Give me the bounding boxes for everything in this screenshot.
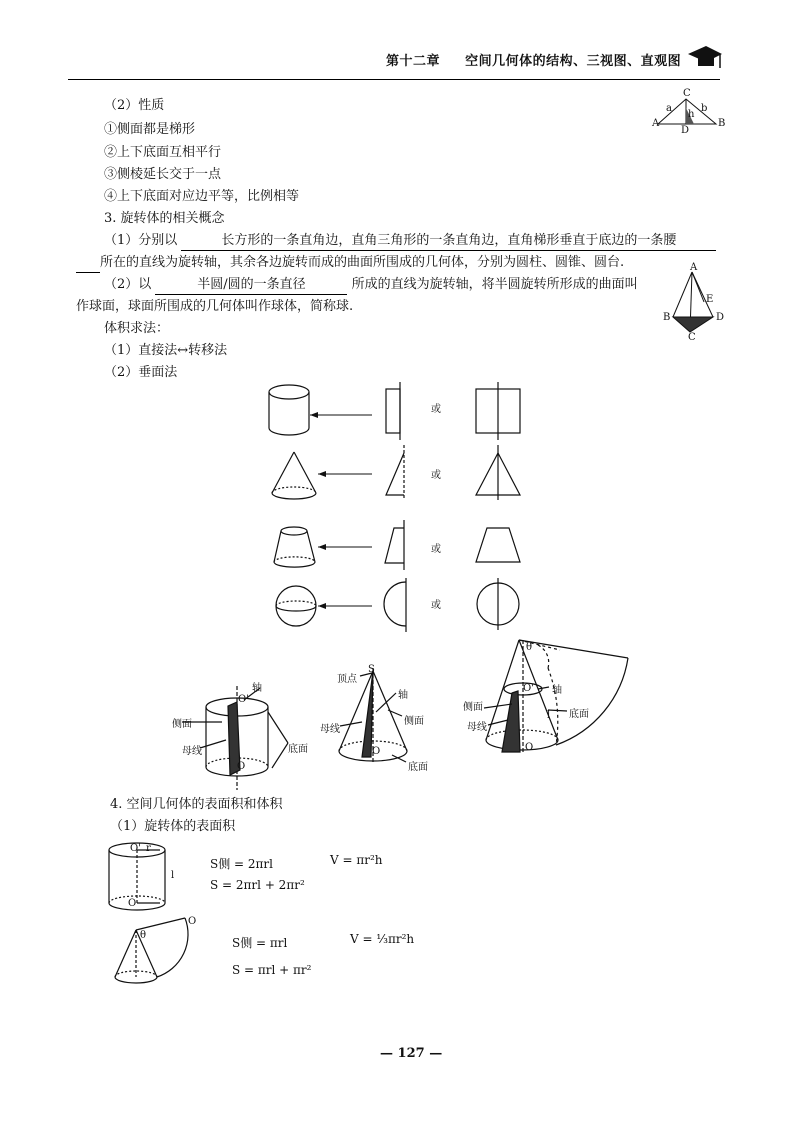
rot2-prefix: （2）以 [104, 277, 152, 292]
volume-method-1: （1）直接法↔转移法 [104, 343, 228, 358]
label-O: O [128, 898, 137, 909]
point-label-D: D [681, 125, 690, 136]
formula-cone-total: S = πrl + πr² [232, 963, 312, 977]
label-lateral: 侧面 [172, 719, 192, 730]
label-O: O [237, 761, 246, 772]
label-lateral: 侧面 [404, 716, 424, 727]
label-generatrix: 母线 [467, 722, 487, 733]
side-label-a: a [666, 103, 672, 114]
point-label-C: C [683, 88, 691, 99]
formula-cone-lateral: S侧 = πrl [232, 936, 288, 950]
prop-item: ①侧面都是梯形 [104, 122, 196, 137]
prop-item: ④上下底面对应边平等，比例相等 [104, 189, 300, 204]
point-label-C: C [688, 332, 696, 343]
or-label: 或 [431, 544, 441, 555]
chapter-label: 第十二章 [386, 54, 441, 69]
page-number: — 127 — [380, 1046, 443, 1061]
or-label: 或 [431, 404, 441, 415]
label-l: l [171, 870, 175, 881]
prop-item: ②上下底面互相平行 [104, 145, 222, 160]
rot2-suffix: 所成的直线为旋转轴，将半圆旋转所形成的曲面叫 [351, 277, 638, 292]
label-r: r [146, 843, 151, 854]
label-O-prime: O' [130, 843, 141, 854]
rot1-blank: 长方形的一条直角边，直角三角形的一条直角边，直角梯形垂直于底边的一条腰 [181, 232, 716, 251]
label-theta: θ [526, 642, 533, 653]
point-label-E: E [706, 294, 714, 305]
label-base: 底面 [408, 762, 428, 773]
rot1-cont: 所在的直线为旋转轴，其余各边旋转而成的曲面所围成的几何体，分别为圆柱、圆锥、圆台. [100, 255, 625, 270]
label-theta: θ [140, 930, 147, 941]
label-generatrix: 母线 [182, 746, 202, 757]
label-vertex: 顶点 [337, 674, 357, 685]
point-label-B: B [663, 312, 671, 323]
label-O-prime: O' [523, 683, 534, 694]
section-4-subtitle: （1）旋转体的表面积 [110, 819, 236, 834]
label-axis: 轴 [398, 690, 408, 701]
rotation-title: 3. 旋转体的相关概念 [104, 211, 225, 226]
formula-cylinder-total: S = 2πrl + 2πr² [210, 878, 305, 892]
point-label-B: B [718, 118, 726, 129]
rot2-cont: 作球面，球面所围成的几何体叫作球体，简称球. [76, 299, 354, 314]
label-S: S [368, 664, 375, 675]
or-label: 或 [431, 600, 441, 611]
section-4-title: 4. 空间几何体的表面积和体积 [110, 797, 283, 812]
label-O: O [525, 742, 534, 753]
side-label-h: h [688, 109, 695, 120]
point-label-A: A [690, 262, 698, 273]
label-l: l [547, 710, 551, 721]
label-generatrix: 母线 [320, 724, 340, 735]
volume-method-2: （2）垂面法 [104, 365, 178, 380]
or-label: 或 [431, 470, 441, 481]
formula-cylinder-lateral: S侧 = 2πrl [210, 857, 274, 871]
rot2-blank: 半圆/圆的一条直径 [155, 276, 347, 295]
volume-title: 体积求法： [104, 321, 170, 336]
sa-cone [115, 918, 188, 983]
prop-item: ③侧棱延长交于一点 [104, 167, 222, 182]
label-axis: 轴 [252, 683, 262, 694]
label-O: O [188, 916, 197, 927]
label-base: 底面 [569, 709, 589, 720]
label-axis: 轴 [552, 685, 562, 696]
point-label-A: A [652, 118, 660, 129]
chapter-title: 空间几何体的结构、三视图、直观图 [465, 54, 682, 69]
label-base: 底面 [288, 744, 308, 755]
prop-title: （2）性质 [104, 98, 165, 113]
formula-cone-volume: V = ⅓πr²h [350, 932, 415, 946]
label-O: O [372, 746, 381, 757]
rot1-prefix: （1）分别以 [104, 233, 178, 248]
formula-cylinder-volume: V = πr²h [330, 853, 383, 867]
point-label-D: D [716, 312, 725, 323]
label-O-prime: O' [238, 694, 249, 705]
side-label-b: b [701, 103, 708, 114]
label-lateral: 侧面 [463, 702, 483, 713]
